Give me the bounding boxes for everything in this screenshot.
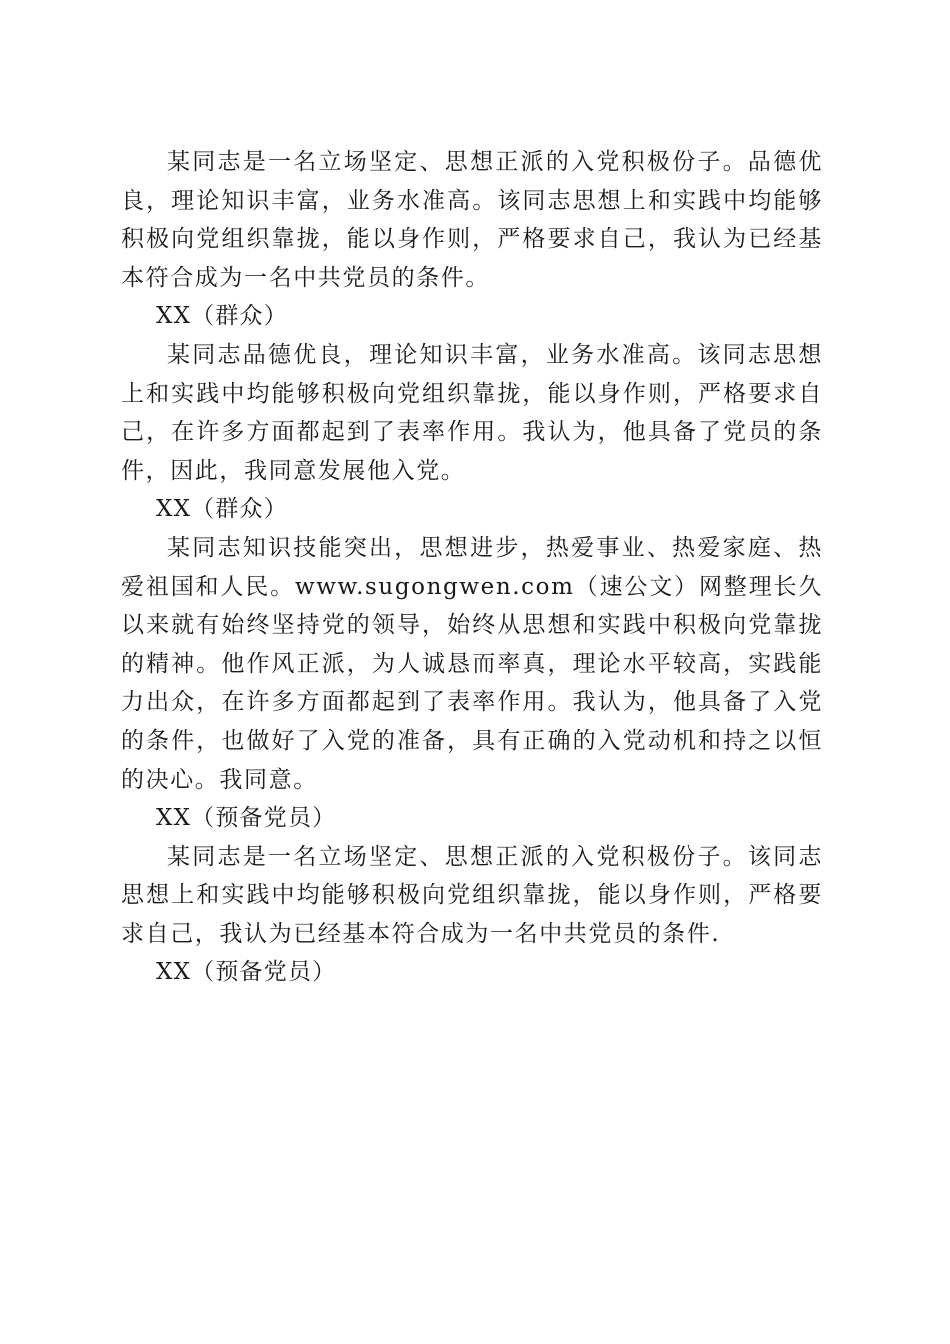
commenter-signature: XX（群众） — [156, 303, 288, 330]
comment-paragraph: 某同志是一名立场坚定、思想正派的入党积极份子。该同志思想上和实践中均能够积极向党组织靠拢，能以身作则，严格要求自己，我认为已经基本符合成为一名中共党员的条件. — [121, 843, 823, 947]
comment-paragraph: 某同志是一名立场坚定、思想正派的入党积极份子。品德优良，理论知识丰富，业务水准高。该同志思想上和实践中均能够积极向党组织靠拢，能以身作则，严格要求自己，我认为已经基本符合成为一名中共党员的条件。 — [121, 149, 823, 291]
comment-paragraph: 某同志品德优良，理论知识丰富，业务水准高。该同志思想上和实践中均能够积极向党组织靠拢，能以身作则，严格要求自己，在许多方面都起到了表率作用。我认为，他具备了党员的条件，因此，我同意发展他入党。 — [121, 341, 823, 484]
comment-paragraph: 某同志知识技能突出，思想进步，热爱事业、热爱家庭、热爱祖国和人民。www.sugongwen.com（速公文）网整理长久以来就有始终坚持党的领导，始终从思想和实践中积极向党靠拢的精神。他作风正派，为人诚恳而率真，理论水平较高，实践能力出众，在许多方面都起到了表率作用。我认为，他具备了入党的条件，也做好了入党的准备，具有正确的入党动机和持之以恒的决心。我同意。 — [121, 534, 823, 793]
document-body — [121, 143, 823, 992]
commenter-signature: XX（群众） — [156, 496, 288, 523]
commenter-signature: XX（预备党员） — [156, 959, 337, 986]
commenter-signature: XX（预备党员） — [156, 805, 337, 832]
